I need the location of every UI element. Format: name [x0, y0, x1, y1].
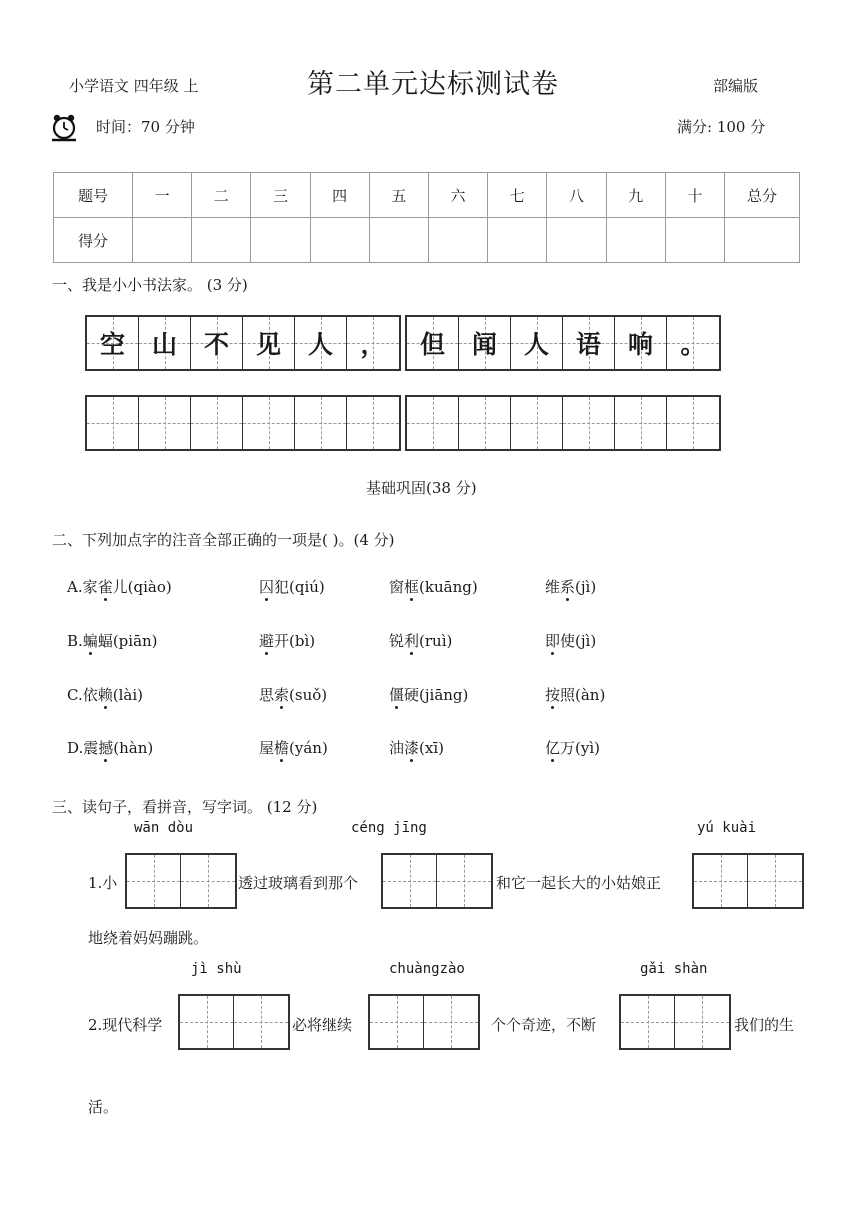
calligraphy-practice-row: [85, 395, 721, 451]
answer-cell[interactable]: [748, 855, 802, 907]
score-input-cell[interactable]: [725, 218, 800, 263]
answer-cell[interactable]: [424, 996, 478, 1048]
option-item: 即使(jì): [545, 632, 597, 650]
sentence-text: 地绕着妈妈蹦跳。: [88, 929, 209, 947]
model-char: 山: [139, 317, 191, 369]
pinyin-hint: wān dòu: [134, 820, 194, 836]
option-item: 窗框(kuāng): [389, 578, 478, 596]
model-char: 响: [615, 317, 667, 369]
score-input-cell[interactable]: [488, 218, 547, 263]
calligraphy-group: [405, 315, 721, 371]
section1-heading: 一、我是小小书法家。 (3 分): [52, 276, 248, 294]
sentence-text: 个个奇迹，不断: [491, 1016, 597, 1034]
calligraphy-group: [85, 315, 401, 371]
score-input-cell[interactable]: [547, 218, 606, 263]
option-item: D.震撼(hàn): [67, 739, 154, 757]
writing-cell[interactable]: [347, 397, 399, 449]
table-cell: 题号: [54, 173, 133, 218]
score-input-cell[interactable]: [606, 218, 665, 263]
table-cell: 得分: [54, 218, 133, 263]
pinyin-hint: chuàngzào: [389, 961, 465, 977]
model-char: 见: [243, 317, 295, 369]
pinyin-hint: jì shù: [191, 961, 242, 977]
writing-cell[interactable]: [615, 397, 667, 449]
time-label: 时间：70 分钟: [96, 118, 195, 136]
model-char: ，: [347, 317, 399, 369]
option-item: 僵硬(jiāng): [389, 686, 469, 704]
answer-cell[interactable]: [181, 855, 235, 907]
score-input-cell[interactable]: [310, 218, 369, 263]
subject-label: 小学语文 四年级 上: [69, 77, 199, 95]
sentence-text: 透过玻璃看到那个: [238, 874, 359, 892]
answer-box: [368, 994, 480, 1050]
model-char: 闻: [459, 317, 511, 369]
table-cell: 四: [310, 173, 369, 218]
pinyin-hint: céng jīng: [351, 820, 427, 836]
table-cell: 二: [192, 173, 251, 218]
table-cell: 十: [665, 173, 724, 218]
sentence-text: 2.现代科学: [88, 1016, 163, 1034]
answer-cell[interactable]: [127, 855, 181, 907]
writing-cell[interactable]: [563, 397, 615, 449]
calligraphy-group: [405, 395, 721, 451]
option-item: 亿万(yì): [545, 739, 600, 757]
table-cell: 五: [369, 173, 428, 218]
table-cell: 总分: [725, 173, 800, 218]
score-input-cell[interactable]: [192, 218, 251, 263]
answer-cell[interactable]: [675, 996, 729, 1048]
score-table-header-row: [54, 173, 800, 218]
writing-cell[interactable]: [459, 397, 511, 449]
writing-cell[interactable]: [139, 397, 191, 449]
table-cell: 九: [606, 173, 665, 218]
score-input-cell[interactable]: [251, 218, 310, 263]
option-item: 屋檐(yán): [259, 739, 328, 757]
sentence-text: 活。: [88, 1098, 119, 1116]
calligraphy-model-row: [85, 315, 721, 371]
answer-cell[interactable]: [621, 996, 675, 1048]
pinyin-hint: yú kuài: [697, 820, 757, 836]
sentence-text: 和它一起长大的小姑娘正: [496, 874, 662, 892]
score-input-cell[interactable]: [428, 218, 487, 263]
model-char: 人: [511, 317, 563, 369]
option-item: 锐利(ruì): [389, 632, 453, 650]
answer-cell[interactable]: [234, 996, 288, 1048]
calligraphy-group: [85, 395, 401, 451]
writing-cell[interactable]: [243, 397, 295, 449]
score-input-cell[interactable]: [665, 218, 724, 263]
model-char: 。: [667, 317, 719, 369]
section3-heading: 三、读句子，看拼音，写字词。 (12 分): [52, 798, 318, 816]
answer-box: [178, 994, 290, 1050]
option-item: 避开(bì): [259, 632, 316, 650]
answer-cell[interactable]: [370, 996, 424, 1048]
table-cell: 三: [251, 173, 310, 218]
answer-cell[interactable]: [437, 855, 491, 907]
score-input-cell[interactable]: [133, 218, 192, 263]
page-title: 第二单元达标测试卷: [307, 69, 559, 100]
option-item: 囚犯(qiú): [259, 578, 325, 596]
answer-box: [692, 853, 804, 909]
table-cell: 一: [133, 173, 192, 218]
answer-cell[interactable]: [694, 855, 748, 907]
answer-box: [125, 853, 237, 909]
writing-cell[interactable]: [407, 397, 459, 449]
edition-label: 部编版: [713, 77, 759, 95]
score-table-score-row: [54, 218, 800, 263]
writing-cell[interactable]: [295, 397, 347, 449]
pinyin-hint: gǎi shàn: [640, 961, 708, 977]
full-score-label: 满分: 100 分: [677, 118, 766, 136]
option-item: 维系(jì): [545, 578, 597, 596]
table-cell: 八: [547, 173, 606, 218]
writing-cell[interactable]: [511, 397, 563, 449]
foundation-subheading: 基础巩固(38 分): [366, 479, 477, 497]
table-cell: 七: [488, 173, 547, 218]
option-item: 按照(àn): [545, 686, 606, 704]
answer-box: [381, 853, 493, 909]
model-char: 空: [87, 317, 139, 369]
section2-heading: 二、下列加点字的注音全部正确的一项是( )。(4 分): [52, 531, 395, 549]
option-item: A.家雀儿(qiào): [67, 578, 172, 596]
model-char: 语: [563, 317, 615, 369]
model-char: 人: [295, 317, 347, 369]
option-item: C.依赖(lài): [67, 686, 143, 704]
table-cell: 六: [428, 173, 487, 218]
model-char: 不: [191, 317, 243, 369]
answer-box: [619, 994, 731, 1050]
option-item: 思索(suǒ): [259, 686, 328, 704]
writing-cell[interactable]: [191, 397, 243, 449]
score-input-cell[interactable]: [369, 218, 428, 263]
writing-cell[interactable]: [667, 397, 719, 449]
option-item: 油漆(xī): [389, 739, 444, 757]
answer-cell[interactable]: [383, 855, 437, 907]
model-char: 但: [407, 317, 459, 369]
sentence-text: 我们的生: [734, 1016, 795, 1034]
sentence-text: 1.小: [88, 874, 118, 892]
score-table: [53, 172, 800, 263]
alarm-clock-icon: [49, 112, 79, 142]
answer-cell[interactable]: [180, 996, 234, 1048]
option-item: B.蝙蝠(piān): [67, 632, 158, 650]
sentence-text: 必将继续: [292, 1016, 353, 1034]
writing-cell[interactable]: [87, 397, 139, 449]
